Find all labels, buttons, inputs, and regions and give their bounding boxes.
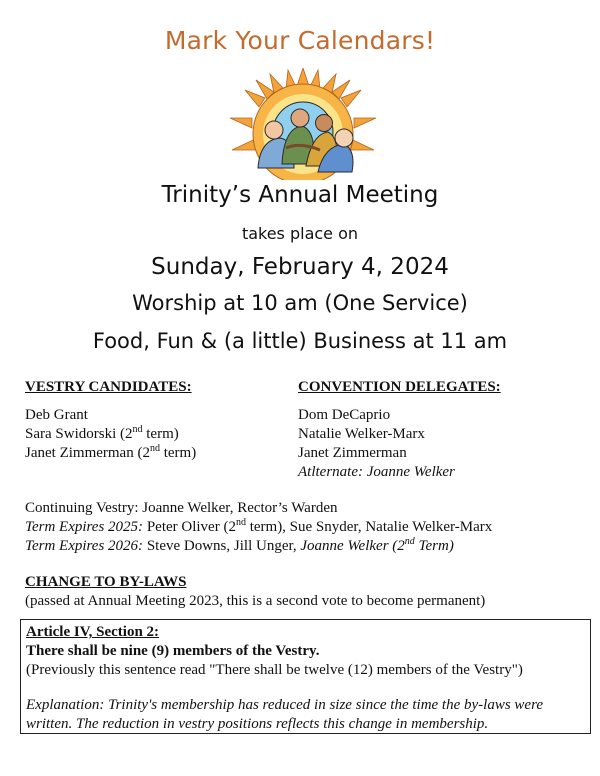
meeting-title: Trinity’s Annual Meeting: [161, 182, 439, 208]
delegate: Janet Zimmerman: [298, 445, 407, 461]
convention-delegates-section: [298, 378, 501, 482]
vestry-candidates-heading: VESTRY CANDIDATES:: [25, 379, 192, 395]
term-2026-line: Term Expires 2026: Steve Downs, Jill Unger, Joanne Welker (2nd Term): [25, 536, 454, 554]
sun-people-logo-icon: [228, 68, 378, 180]
article-previous-text: (Previously this sentence read "There shall be twelve (12) members of the Vestry"): [26, 662, 523, 678]
vestry-candidate: Deb Grant: [25, 407, 88, 423]
continuing-vestry-line: Continuing Vestry: Joanne Welker, Rector’s Warden: [25, 500, 338, 516]
term-2025-line: Term Expires 2025: Peter Oliver (2nd term), Sue Snyder, Natalie Welker-Marx: [25, 517, 493, 535]
vestry-candidate: Sara Swidorski (2nd term): [25, 424, 179, 442]
mark-your-calendars-title: Mark Your Calendars!: [164, 26, 436, 55]
bylaws-note: (passed at Annual Meeting 2023, this is a second vote to become permanent): [25, 593, 486, 609]
convention-delegates-heading: CONVENTION DELEGATES:: [298, 379, 501, 395]
article-section-heading: Article IV, Section 2:: [26, 624, 160, 640]
bylaws-heading: CHANGE TO BY-LAWS: [25, 574, 187, 590]
takes-place-text: takes place on: [241, 224, 359, 243]
delegate: Dom DeCaprio: [298, 407, 391, 423]
vestry-candidate: Janet Zimmerman (2nd term): [25, 443, 197, 461]
meeting-date: Sunday, February 4, 2024: [151, 254, 449, 280]
business-time: Food, Fun & (a little) Business at 11 am: [92, 329, 508, 353]
alternate-delegate: Atlternate: Joanne Welker: [298, 464, 455, 480]
delegate: Natalie Welker-Marx: [298, 426, 425, 442]
continuing-vestry-section: [25, 499, 492, 556]
article-box: [20, 619, 591, 734]
worship-time: Worship at 10 am (One Service): [132, 291, 468, 315]
article-explanation: Explanation: Trinity's membership has reduced in size since the time the by-laws were written. The reduction in vestry positions reflects this change in membership.: [26, 697, 544, 732]
vestry-candidates-section: [25, 378, 196, 463]
article-rule: There shall be nine (9) members of the Vestry.: [26, 643, 320, 659]
bylaws-section: [25, 573, 485, 611]
